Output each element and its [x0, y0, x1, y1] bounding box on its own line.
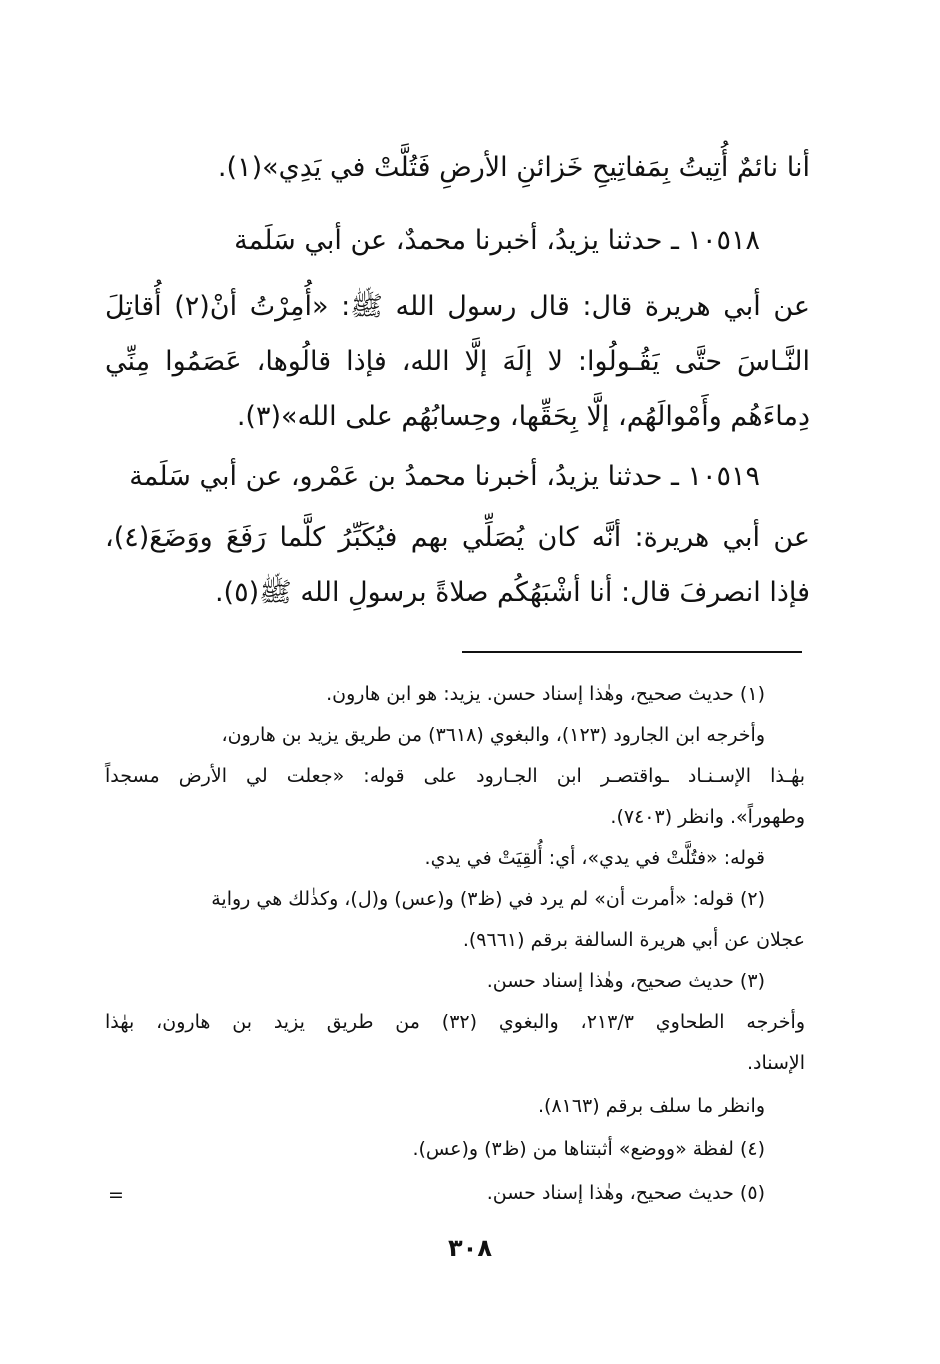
footnote-3: (٣) حديث صحيح، وهٰذا إسناد حسن. [486, 970, 765, 992]
footnote-line: وانظر ما سلف برقم (٨١٦٣). [537, 1095, 765, 1117]
footnote-4: (٤) لفظة «ووضع» أثبتناها من (ظ٣) و(عس). [412, 1138, 765, 1160]
body-line-1: أنا نائمٌ أُتِيتُ بِمَفاتِيحِ خَزائنِ الأرضِ فَتُلَّتْ في يَدِي»(١). [217, 152, 810, 183]
footnote-line: بهٰـذا الإسـنـاد ـواقتصـر ابن الجـارود على قوله: «جعلت لي الأرض مسجداً [105, 765, 805, 787]
body-line-7: عن أبي هريرة: أنَّه كان يُصَلِّي بهم فيُكَبِّرُ كلَّما رَفَعَ ووَضَعَ(٤)، [105, 522, 810, 553]
footnote-line: الإسناد. [746, 1052, 805, 1074]
body-line-4: النَّـاسَ حتَّى يَقُـولُوا: لا إلَهَ إلَّا الله، فإذا قالُوها، عَصَمُوا مِنِّي [105, 346, 810, 377]
hadith-heading-10518: ١٠٥١٨ ـ حدثنا يزيدُ، أخبرنا محمدٌ، عن أبي سَلَمة [234, 225, 760, 256]
footnote-2: (٢) قوله: «أمرت أن» لم يرد في (ظ٣) و(عس) و(ل)، وكذٰلك هي رواية [211, 888, 765, 910]
footnote-line: وأخرجه ابن الجارود (١٢٣)، والبغوي (٣٦١٨) من طريق يزيد بن هارون، [221, 724, 765, 746]
page-number: ٣٠٨ [448, 1234, 492, 1262]
body-line-3: عن أبي هريرة قال: قال رسول الله ﷺ: «أُمِرْتُ أنْ(٢) أُقاتِلَ [105, 291, 810, 322]
footnote-line: وأخرجه الطحاوي ٢١٣/٣، والبغوي (٣٢) من طريق يزيد بن هارون، بهٰذا [105, 1011, 805, 1033]
footnote-1: (١) حديث صحيح، وهٰذا إسناد حسن. يزيد: هو ابن هارون. [326, 683, 765, 705]
footnote-separator [462, 651, 802, 653]
footnote-line: وطهوراً». وانظر (٧٤٠٣). [610, 806, 805, 828]
continuation-mark: = [108, 1184, 124, 1206]
footnote-5: (٥) حديث صحيح، وهٰذا إسناد حسن. [486, 1182, 765, 1204]
hadith-heading-10519: ١٠٥١٩ ـ حدثنا يزيدُ، أخبرنا محمدُ بن عَمْرو، عن أبي سَلَمة [129, 461, 760, 492]
body-line-8: فإذا انصرفَ قال: أنا أشْبَهُكُم صلاةً برسولِ الله ﷺ(٥). [214, 577, 810, 608]
footnote-line: عجلان عن أبي هريرة السالفة برقم (٩٦٦١). [462, 929, 805, 951]
footnote-line: قوله: «فتُلَّتْ في يدي»، أي: أُلقِيَتْ في يدي. [424, 847, 765, 869]
body-line-5: دِماءَهُم وأَمْوالَهُم، إلَّا بِحَقِّها، وحِسابُهُم على الله»(٣). [236, 401, 810, 432]
